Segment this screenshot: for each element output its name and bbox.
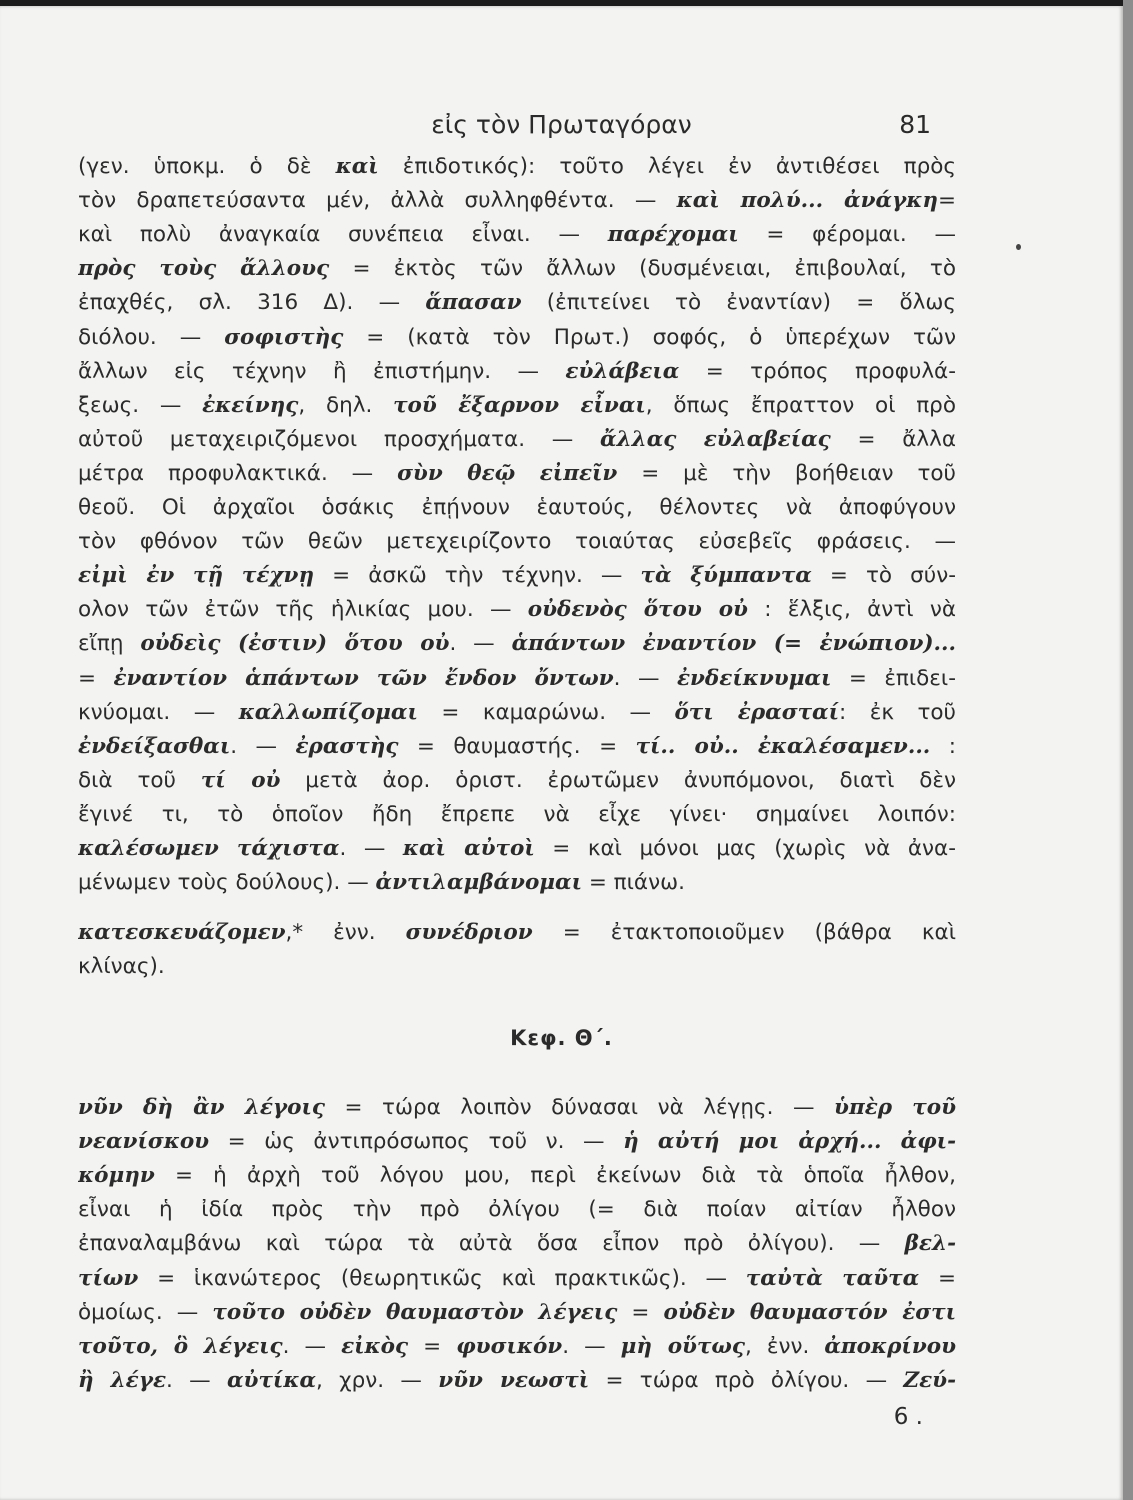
margin-mark (1016, 244, 1021, 250)
chapter-heading: Κεφ. Θ΄. (510, 1026, 613, 1050)
text-line: καλέσωμεν τάχιστα. — καὶ αὐτοὶ = καὶ μόνοι μας (χωρὶς νὰ ἀνα- (78, 836, 956, 861)
lemma-term: ἐνδείκνυμαι (676, 665, 832, 691)
text-line: ἔγινέ τι, τὸ ὁποῖον ἤδη ἔπρεπε νὰ εἶχε γίνει· σημαίνει λοιπόν: (78, 801, 956, 827)
lemma-term: εὐλάβεια (565, 358, 680, 384)
text-line: νῦν δὴ ἂν λέγοις = τώρα λοιπὸν δύνασαι νὰ λέγῃς. — ὑπὲρ τοῦ (78, 1095, 956, 1120)
lemma-term: συνέδριον (405, 920, 533, 945)
lemma-term: ἀποκρίνου (824, 1333, 956, 1359)
running-header-title: εἰς τὸν Πρωταγόραν (431, 110, 692, 139)
lemma-term: τοῦ ἔξαρνον εἶναι (393, 392, 646, 418)
lemma-term: εἰκὸς (341, 1333, 409, 1359)
lemma-term: Ζεύ- (903, 1367, 956, 1393)
lemma-term: οὐδὲν θαυμαστόν ἐστι (663, 1299, 956, 1325)
lemma-term: αὐτίκα (227, 1367, 316, 1393)
lemma-term: ὅτι ἐρασταί (674, 699, 839, 725)
lemma-term: κατεσκευάζομεν (78, 920, 286, 945)
lemma-term: νῦν νεωστὶ (438, 1367, 590, 1393)
lemma-term: βελ- (904, 1231, 956, 1257)
text-line: τὸν δραπετεύσαντα μέν, ἀλλὰ συλληφθέντα. — καὶ πολύ... ἀνάγκη= (78, 188, 956, 214)
text-line: πρὸς τοὺς ἄλλους = ἐκτὸς τῶν ἄλλων (δυσμένειαι, ἐπιβουλαί, τὸ (78, 256, 956, 282)
lemma-term: καλλωπίζομαι (238, 699, 418, 725)
text-line: διόλου. — σοφιστὴς = (κατὰ τὸν Πρωτ.) σοφός, ὁ ὑπερέχων τῶν (78, 324, 956, 350)
lemma-term: ἐναντίον ἁπάντων τῶν ἔνδον ὄντων (113, 665, 614, 691)
lemma-term: τίων (78, 1265, 139, 1291)
text-line: μένωμεν τοὺς δούλους). — ἀντιλαμβάνομαι = πιάνω. (78, 870, 685, 896)
text-line: ἄλλων εἰς τέχνην ἢ ἐπιστήμην. — εὐλάβεια = τρόπος προφυλά- (78, 358, 956, 384)
lemma-term: οὐδενὸς ὅτου οὐ (527, 597, 748, 623)
text-line: τοῦτο, ὃ λέγεις. — εἰκὸς = φυσικόν. — μὴ οὕτως, ἐνν. ἀποκρίνου (78, 1333, 956, 1359)
text-line: εἴπῃ οὐδεὶς (ἐστιν) ὅτου οὐ. — ἁπάντων ἐναντίον (= ἐνώπιον)... (78, 631, 956, 657)
text-line: ὁμοίως. — τοῦτο οὐδὲν θαυμαστὸν λέγεις = οὐδὲν θαυμαστόν ἐστι (78, 1299, 956, 1325)
lemma-term: εἰμὶ ἐν τῇ τέχνῃ (78, 563, 315, 589)
text-line: εἶναι ἡ ἰδία πρὸς τὴν πρὸ ὀλίγου (= διὰ ποίαν αἰτίαν ἦλθον (78, 1197, 956, 1223)
text-line: ἢ λέγε. — αὐτίκα, χρν. — νῦν νεωστὶ = τώρα πρὸ ὀλίγου. — Ζεύ- (78, 1367, 956, 1393)
text-line: καὶ πολὺ ἀναγκαία συνέπεια εἶναι. — παρέχομαι = φέρομαι. — (78, 222, 956, 248)
lemma-term: τὰ ξύμπαντα (640, 563, 812, 589)
text-line: ἐνδείξασθαι. — ἐραστὴς = θαυμαστής. = τί.. οὐ.. ἐκαλέσαμεν... : (78, 733, 956, 759)
lemma-term: κόμην (78, 1163, 155, 1189)
lemma-term: πρὸς τοὺς ἄλλους (78, 256, 330, 282)
lemma-term: ταὐτὰ ταῦτα (745, 1265, 920, 1291)
lemma-term: φυσικόν (456, 1333, 563, 1359)
text-line: τίων = ἱκανώτερος (θεωρητικῶς καὶ πρακτικῶς). — ταὐτὰ ταῦτα = (78, 1265, 956, 1291)
text-line: μέτρα προφυλακτικά. — σὺν θεῷ εἰπεῖν = μὲ τὴν βοήθειαν τοῦ (78, 460, 956, 486)
text-line: ξεως. — ἐκείνης, δηλ. τοῦ ἔξαρνον εἶναι, ὅπως ἔπραττον οἱ πρὸ (78, 392, 956, 418)
lemma-term: τοῦτο οὐδὲν θαυμαστὸν λέγεις (212, 1299, 618, 1325)
text-line: εἰμὶ ἐν τῇ τέχνῃ = ἀσκῶ τὴν τέχνην. — τὰ ξύμπαντα = τὸ σύν- (78, 563, 956, 589)
lemma-term: σοφιστὴς (224, 324, 344, 350)
lemma-term: νῦν δὴ ἂν λέγοις (78, 1095, 325, 1120)
text-line: τὸν φθόνον τῶν θεῶν μετεχειρίζοντο τοιαύτας εὐσεβεῖς φράσεις. — (78, 529, 956, 555)
text-line: κόμην = ἡ ἀρχὴ τοῦ λόγου μου, περὶ ἐκείνων διὰ τὰ ὁποῖα ἦλθον, (78, 1163, 956, 1189)
lemma-term: ἡ αὐτή μοι ἀρχή... ἀφι- (623, 1129, 956, 1155)
text-line: (γεν. ὑποκμ. ὁ δὲ καὶ ἐπιδοτικός): τοῦτο λέγει ἐν ἀντιθέσει πρὸς (78, 154, 956, 179)
lemma-term: ἐκείνης (202, 392, 299, 418)
lemma-term: καὶ πολύ... ἀνάγκη (676, 188, 938, 214)
lemma-term: σὺν θεῷ εἰπεῖν (397, 460, 618, 486)
lemma-term: οὐδεὶς (ἐστιν) ὅτου οὐ (140, 631, 450, 657)
lemma-term: καὶ (335, 154, 379, 179)
lemma-term: ἅπασαν (425, 290, 522, 316)
text-line: διὰ τοῦ τί οὐ μετὰ ἀορ. ὁριστ. ἐρωτῶμεν ἀνυπόμονοι, διατὶ δὲν (78, 767, 956, 793)
lemma-term: καλέσωμεν τάχιστα (78, 836, 340, 861)
lemma-term: μὴ οὕτως (620, 1333, 745, 1359)
text-line: νεανίσκου = ὡς ἀντιπρόσωπος τοῦ ν. — ἡ αὐτή μοι ἀρχή... ἀφι- (78, 1129, 956, 1155)
text-line: ἐπαναλαμβάνω καὶ τώρα τὰ αὐτὰ ὅσα εἶπον πρὸ ὀλίγου). — βελ- (78, 1231, 956, 1257)
page-number: 81 (899, 110, 931, 139)
text-line: ολον τῶν ἐτῶν τῆς ἡλικίας μου. — οὐδενὸς ὅτου οὐ : ἕλξις, ἀντὶ νὰ (78, 597, 956, 623)
signature-mark: 6 . (893, 1404, 923, 1430)
lemma-term: ἁπάντων ἐναντίον (= ἐνώπιον)... (511, 631, 956, 657)
lemma-term: τοῦτο, ὃ λέγεις (78, 1333, 283, 1359)
text-line: θεοῦ. Οἱ ἀρχαῖοι ὁσάκις ἐπῄνουν ἑαυτούς, θέλοντες νὰ ἀποφύγουν (78, 495, 956, 520)
lemma-term: παρέχομαι (607, 222, 739, 248)
lemma-term: τί οὐ (200, 767, 281, 793)
text-line: κλίνας). (78, 954, 165, 980)
text-line: = ἐναντίον ἁπάντων τῶν ἔνδον ὄντων. — ἐνδείκνυμαι = ἐπιδει- (78, 665, 956, 691)
lemma-term: ἢ λέγε (78, 1367, 167, 1393)
lemma-term: καὶ αὐτοὶ (402, 836, 535, 861)
lemma-term: ὑπὲρ τοῦ (834, 1095, 956, 1120)
text-line: κνύομαι. — καλλωπίζομαι = καμαρώνω. — ὅτι ἐρασταί: ἐκ τοῦ (78, 699, 956, 725)
lemma-term: ἀντιλαμβάνομαι (375, 870, 582, 896)
lemma-term: ἐνδείξασθαι (78, 733, 231, 759)
lemma-term: νεανίσκου (78, 1129, 210, 1155)
text-line: κατεσκευάζομεν,* ἐνν. συνέδριον = ἐτακτοποιοῦμεν (βάθρα καὶ (78, 920, 956, 945)
lemma-term: ἄλλας εὐλαβείας (600, 426, 831, 452)
lemma-term: τί.. οὐ.. ἐκαλέσαμεν... (635, 733, 931, 759)
lemma-term: ἐραστὴς (295, 733, 399, 759)
text-line: αὐτοῦ μεταχειριζόμενοι προσχήματα. — ἄλλας εὐλαβείας = ἄλλα (78, 426, 956, 452)
text-line: ἐπαχθές, σλ. 316 Δ). — ἅπασαν (ἐπιτείνει τὸ ἐναντίαν) = ὅλως (78, 290, 956, 316)
